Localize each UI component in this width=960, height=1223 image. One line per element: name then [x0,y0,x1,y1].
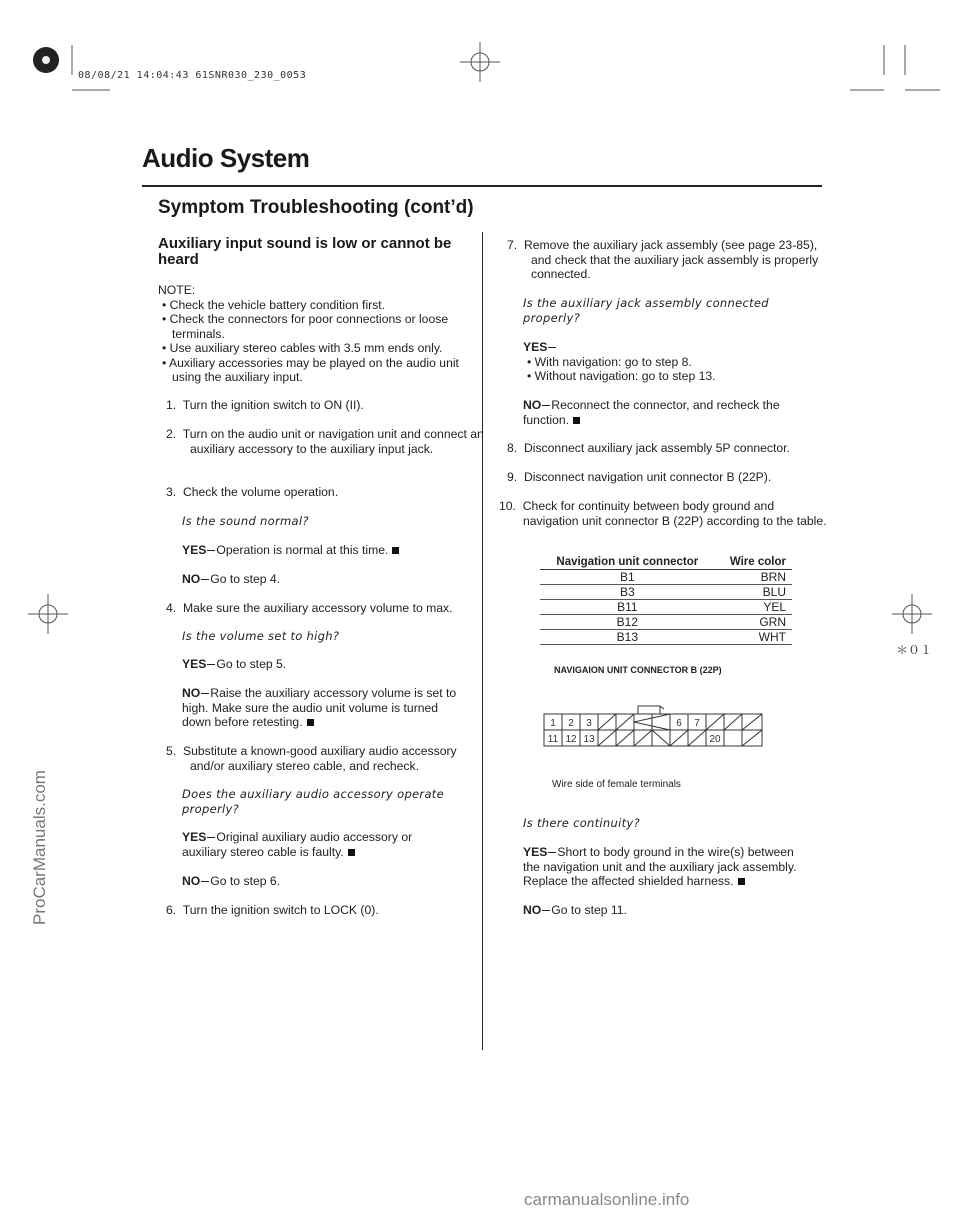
connector-caption: Wire side of female terminals [552,779,681,790]
note-item: • Check the vehicle battery condition first. [162,297,386,312]
question-10: Is there continuity? [523,816,640,830]
note-label: NOTE: [158,283,196,297]
question-3: Is the sound normal? [182,514,309,528]
step-4: 4. Make sure the auxiliary accessory volume to max. [166,601,453,615]
page-title: Audio System [142,143,310,173]
table-row: B12 GRN [540,615,792,630]
pin-label: 1 [550,718,556,729]
svg-text:ProCarManuals.com: ProCarManuals.com [30,770,49,925]
connector-title: NAVIGAION UNIT CONNECTOR B (22P) [554,665,722,675]
step-10: 10. Check for continuity between body ground and navigation unit connector B (22P) according to the table. [499,499,827,528]
footer-watermark: carmanualsonline.info [524,1190,690,1209]
step-3: 3. Check the volume operation. [166,485,339,499]
step-2: 2. Turn on the audio unit or navigation unit and connect an auxiliary accessory to the auxiliary input jack. [166,427,484,456]
column-divider [482,232,483,1050]
table-row: B1 BRN [540,570,792,585]
pin-label: 13 [583,734,595,745]
question-5: Does the auxiliary audio accessory operate properly? [182,787,444,816]
answer-7-no: NO Reconnect the connector, and recheck the function. [523,398,780,427]
side-watermark [28,470,52,930]
wire-color-table [540,556,792,645]
answer-10-no: NO Go to step 11. [523,903,627,917]
step-9: 9. Disconnect navigation unit connector B (22P). [507,470,772,484]
table-header-row [540,556,792,570]
step-6: 6. Turn the ignition switch to LOCK (0). [166,903,379,917]
pin-label: 2 [568,718,574,729]
note-block [158,283,463,385]
table-header: Navigation unit connector [540,556,715,570]
note-item: • Auxiliary accessories may be played on the audio unit using the auxiliary input. [162,355,459,384]
step-7: 7. Remove the auxiliary jack assembly (see page 23-85), and check that the auxiliary jack assembly is properly connected. [507,238,819,281]
note-item: • Check the connectors for poor connections or loose terminals. [162,312,449,341]
question-4: Is the volume set to high? [182,629,340,643]
step-8: 8. Disconnect auxiliary jack assembly 5P connector. [507,441,790,455]
question-7: Is the auxiliary jack assembly connected properly? [523,296,769,325]
table-row: B13 WHT [540,630,792,645]
answer-3-yes: YES Operation is normal at this time. [182,543,462,558]
answer-4-no: NO Raise the auxiliary accessory volume is set to high. Make sure the audio unit volume is turned down before retesting. [182,686,457,729]
step-1: 1. Turn the ignition switch to ON (II). [166,398,364,412]
table-row: B11 YEL [540,600,792,615]
pin-label: 6 [676,718,682,729]
title-rule [142,185,822,187]
answer-5-no: NO Go to step 6. [182,874,281,888]
section-heading: Auxiliary input sound is low or cannot be heard [158,235,452,268]
answer-5-yes: YES Original auxiliary audio accessory or auxiliary stereo cable is faulty. [182,830,413,859]
pin-label: 20 [709,734,721,745]
answer-10-yes: YES Short to body ground in the wire(s) between the navigation unit and the auxiliary jack assembly. Replace the affected shielded harness. [523,845,797,888]
print-stamp: 08/08/21 14:04:43 61SNR030_230_0053 [78,70,307,81]
answer-4-yes: YES Go to step 5. [182,657,287,671]
pin-label: 7 [694,718,700,729]
answer-3-no: NO Go to step 4. [182,572,281,586]
table-header: Wire color [715,556,792,570]
margin-mark: ＊０１ [896,643,933,657]
note-item: • Use auxiliary stereo cables with 3.5 mm ends only. [162,341,443,355]
pin-label: 3 [586,718,592,729]
table-row: B3 BLU [540,585,792,600]
connector-diagram [540,700,766,750]
answer-7-yes: YES • With navigation: go to step 8. • Without navigation: go to step 13. [523,340,716,383]
pin-label: 11 [547,734,559,745]
page-subtitle: Symptom Troubleshooting (cont’d) [158,197,474,218]
step-5: 5. Substitute a known-good auxiliary audio accessory and/or auxiliary stereo cable, and recheck. [166,744,457,773]
pin-label: 12 [565,734,577,745]
